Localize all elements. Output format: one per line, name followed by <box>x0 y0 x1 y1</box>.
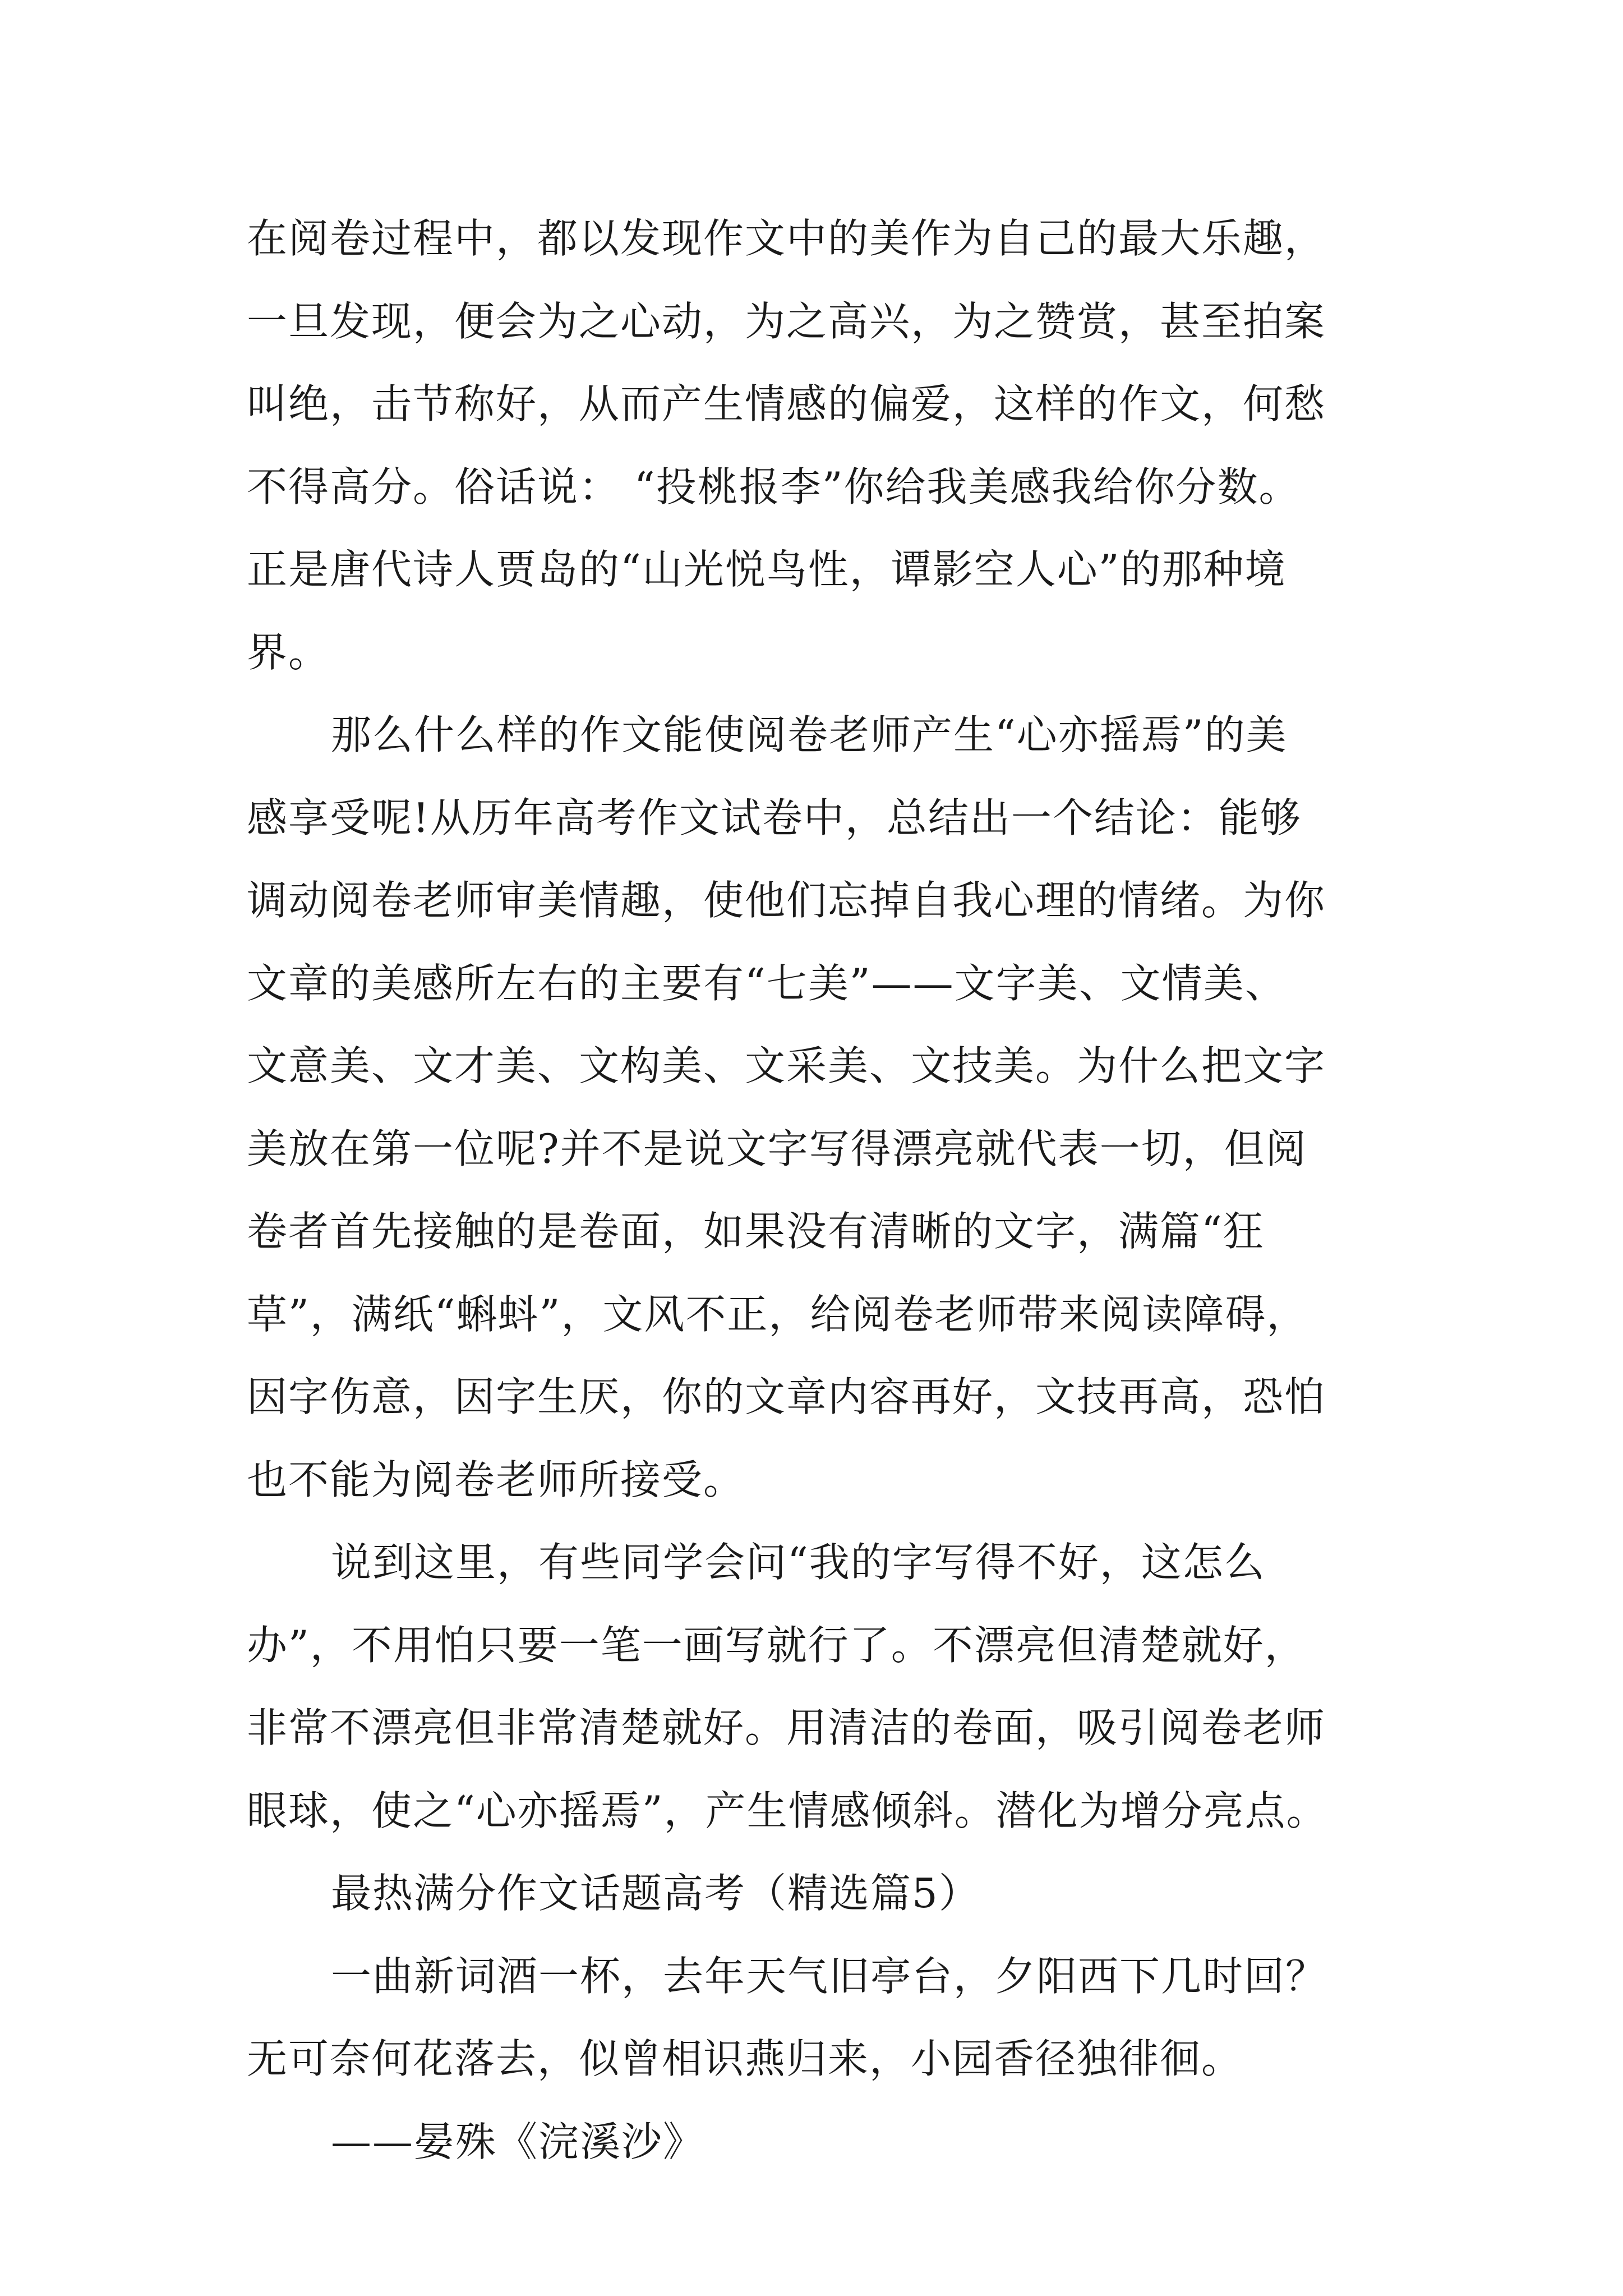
poem-line: 一曲新词酒一杯，去年天气旧亭台，夕阳西下几时回？ <box>331 1952 1327 2000</box>
text-line: 不得高分。俗话说： “投桃报李”你给我美感我给你分数。 <box>247 463 1301 510</box>
section-heading: 最热满分作文话题高考（精选篇5） <box>331 1870 980 1917</box>
text-line: 美放在第一位呢?并不是说文字写得漂亮就代表一切，但阅 <box>247 1125 1307 1172</box>
text-line: 因字伤意，因字生厌，你的文章内容再好，文技再高，恐怕 <box>247 1373 1326 1420</box>
document-body <box>247 197 1380 2183</box>
text-line: 一旦发现，便会为之心动，为之高兴，为之赞赏，甚至拍案 <box>247 297 1326 345</box>
poem-line: 无可奈何花落去，似曾相识燕归来，小园香径独徘徊。 <box>247 2035 1243 2082</box>
text-line: 非常不漂亮但非常清楚就好。用清洁的卷面，吸引阅卷老师 <box>247 1704 1326 1751</box>
text-line: 界。 <box>247 628 330 676</box>
text-line: 调动阅卷老师审美情趣，使他们忘掉自我心理的情绪。为你 <box>247 877 1326 924</box>
paragraph-start-line: 说到这里，有些同学会问“我的字写得不好，这怎么 <box>331 1539 1266 1586</box>
text-line: 文意美、文才美、文构美、文采美、文技美。为什么把文字 <box>247 1042 1326 1089</box>
text-line: 感享受呢!从历年高考作文试卷中，总结出一个结论：能够 <box>247 794 1302 841</box>
text-line: 正是唐代诗人贾岛的“山光悦鸟性，谭影空人心”的那种境 <box>247 546 1287 593</box>
paragraph-start-line: 那么什么样的作文能使阅卷老师产生“心亦摇焉”的美 <box>331 711 1288 758</box>
text-line: 文章的美感所左右的主要有“七美”——文字美、文情美、 <box>247 959 1287 1007</box>
text-line: 叫绝，击节称好，从而产生情感的偏爱，这样的作文，何愁 <box>247 380 1326 427</box>
text-line: 眼球，使之“心亦摇焉”，产生情感倾斜。潜化为增分亮点。 <box>247 1787 1328 1834</box>
text-line: 在阅卷过程中，都以发现作文中的美作为自己的最大乐趣， <box>247 215 1326 262</box>
text-line: 办”，不用怕只要一笔一画写就行了。不漂亮但清楚就好， <box>247 1621 1306 1669</box>
text-line: 也不能为阅卷老师所接受。 <box>247 1456 745 1503</box>
poem-attribution: ——晏殊《浣溪沙》 <box>331 2118 705 2165</box>
text-line: 卷者首先接触的是卷面，如果没有清晰的文字，满篇“狂 <box>247 1208 1265 1255</box>
text-line: 草”，满纸“蝌蚪”，文风不正，给阅卷老师带来阅读障碍， <box>247 1290 1308 1338</box>
